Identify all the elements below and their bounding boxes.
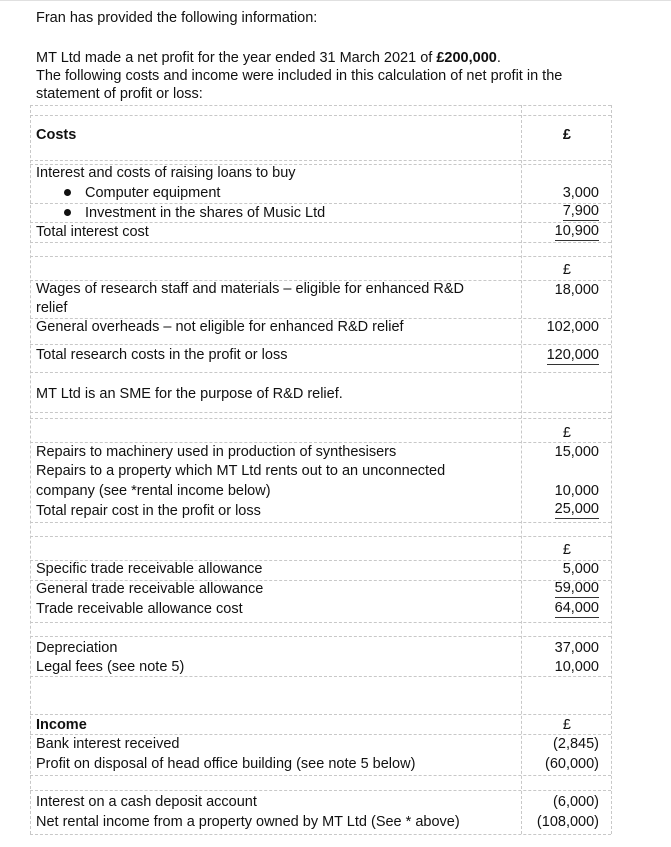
legal-fees-amount: 10,000 (554, 659, 599, 675)
bank-interest-label: Bank interest received (36, 736, 180, 752)
receivables-total-amount: 64,000 (554, 600, 599, 616)
grid-line (30, 636, 611, 637)
rd-sme-note: MT Ltd is an SME for the purpose of R&D relief. (36, 386, 343, 402)
intro-line-2-prefix: MT Ltd made a net profit for the year ended 31 March 2021 of (36, 50, 437, 66)
grid-vline (30, 105, 31, 834)
rd-wages-amount: 18,000 (554, 282, 599, 298)
grid-line (30, 834, 611, 835)
disposal-profit-amount: (60,000) (544, 756, 599, 772)
disposal-profit-label: Profit on disposal of head office building (see note 5 below) (36, 756, 416, 772)
loans-total-amount: 10,900 (554, 223, 599, 239)
net-profit-amount: £200,000 (436, 50, 497, 66)
grid-line (30, 418, 611, 419)
grid-line (30, 160, 611, 161)
repairs-property-amount: 10,000 (554, 483, 599, 499)
bullet-icon (64, 189, 71, 196)
receivables-specific-amount: 5,000 (562, 561, 599, 577)
grid-line (30, 790, 611, 791)
deposit-interest-amount: (6,000) (553, 794, 599, 810)
rd-overheads-amount: 102,000 (546, 319, 599, 335)
repairs-total-amount: 25,000 (554, 501, 599, 517)
deposit-interest-label: Interest on a cash deposit account (36, 794, 257, 810)
grid-vline (521, 105, 522, 834)
intro-line-1: Fran has provided the following information: (36, 10, 318, 26)
intro-line-3: The following costs and income were included in this calculation of net profit in the (36, 68, 563, 84)
loan-amount-computer: 3,000 (562, 185, 599, 201)
grid-line (30, 105, 611, 106)
rd-wages-line-1: Wages of research staff and materials – eligible for enhanced R&D (36, 281, 464, 297)
repairs-machinery: Repairs to machinery used in production of synthesisers (36, 444, 397, 460)
rd-overheads: General overheads – not eligible for enhanced R&D relief (36, 319, 404, 335)
loan-item-shares-label: Investment in the shares of Music Ltd (85, 205, 326, 221)
rd-currency: £ (562, 262, 571, 278)
rd-total-label: Total research costs in the profit or loss (36, 347, 288, 363)
rd-total-amount: 120,000 (546, 347, 599, 363)
top-border (0, 0, 671, 1)
loan-item-shares (64, 204, 325, 222)
costs-heading: Costs (36, 127, 77, 143)
rental-income-amount: (108,000) (536, 814, 599, 830)
rental-income-label: Net rental income from a property owned by MT Ltd (See * above) (36, 814, 460, 830)
loan-amount-shares: 7,900 (562, 203, 599, 219)
intro-line-2 (36, 49, 501, 67)
rd-wages-line-2: relief (36, 300, 68, 316)
repairs-property-line-2: company (see *rental income below) (36, 483, 271, 499)
bank-interest-amount: (2,845) (553, 736, 599, 752)
bullet-icon (64, 209, 71, 216)
receivables-currency: £ (562, 542, 571, 558)
grid-line (30, 676, 611, 677)
grid-line (30, 412, 611, 413)
grid-line (30, 372, 611, 373)
repairs-machinery-amount: 15,000 (554, 444, 599, 460)
grid-line (30, 536, 611, 537)
grid-line (30, 115, 611, 116)
receivables-specific: Specific trade receivable allowance (36, 561, 263, 577)
income-heading: Income (36, 717, 87, 733)
grid-line (30, 256, 611, 257)
loan-item-computer (64, 184, 220, 202)
loans-total-label: Total interest cost (36, 224, 149, 240)
grid-line (30, 622, 611, 623)
intro-line-2-suffix: . (496, 50, 501, 66)
grid-vline (611, 105, 612, 834)
loans-heading: Interest and costs of raising loans to buy (36, 165, 296, 181)
repairs-total-label: Total repair cost in the profit or loss (36, 503, 261, 519)
receivables-general: General trade receivable allowance (36, 581, 264, 597)
grid-line (30, 242, 611, 243)
intro-line-4: statement of profit or loss: (36, 86, 203, 102)
depreciation-amount: 37,000 (554, 640, 599, 656)
grid-line (30, 775, 611, 776)
depreciation-label: Depreciation (36, 640, 118, 656)
income-currency: £ (562, 717, 571, 733)
repairs-property-line-1: Repairs to a property which MT Ltd rents out to an unconnected (36, 463, 446, 479)
grid-line (30, 344, 611, 345)
receivables-total-label: Trade receivable allowance cost (36, 601, 243, 617)
loan-item-computer-label: Computer equipment (85, 185, 221, 201)
legal-fees-label: Legal fees (see note 5) (36, 659, 185, 675)
receivables-general-amount: 59,000 (554, 580, 599, 596)
grid-line (30, 522, 611, 523)
grid-line (30, 714, 611, 715)
repairs-currency: £ (562, 425, 571, 441)
currency-header: £ (562, 127, 571, 143)
